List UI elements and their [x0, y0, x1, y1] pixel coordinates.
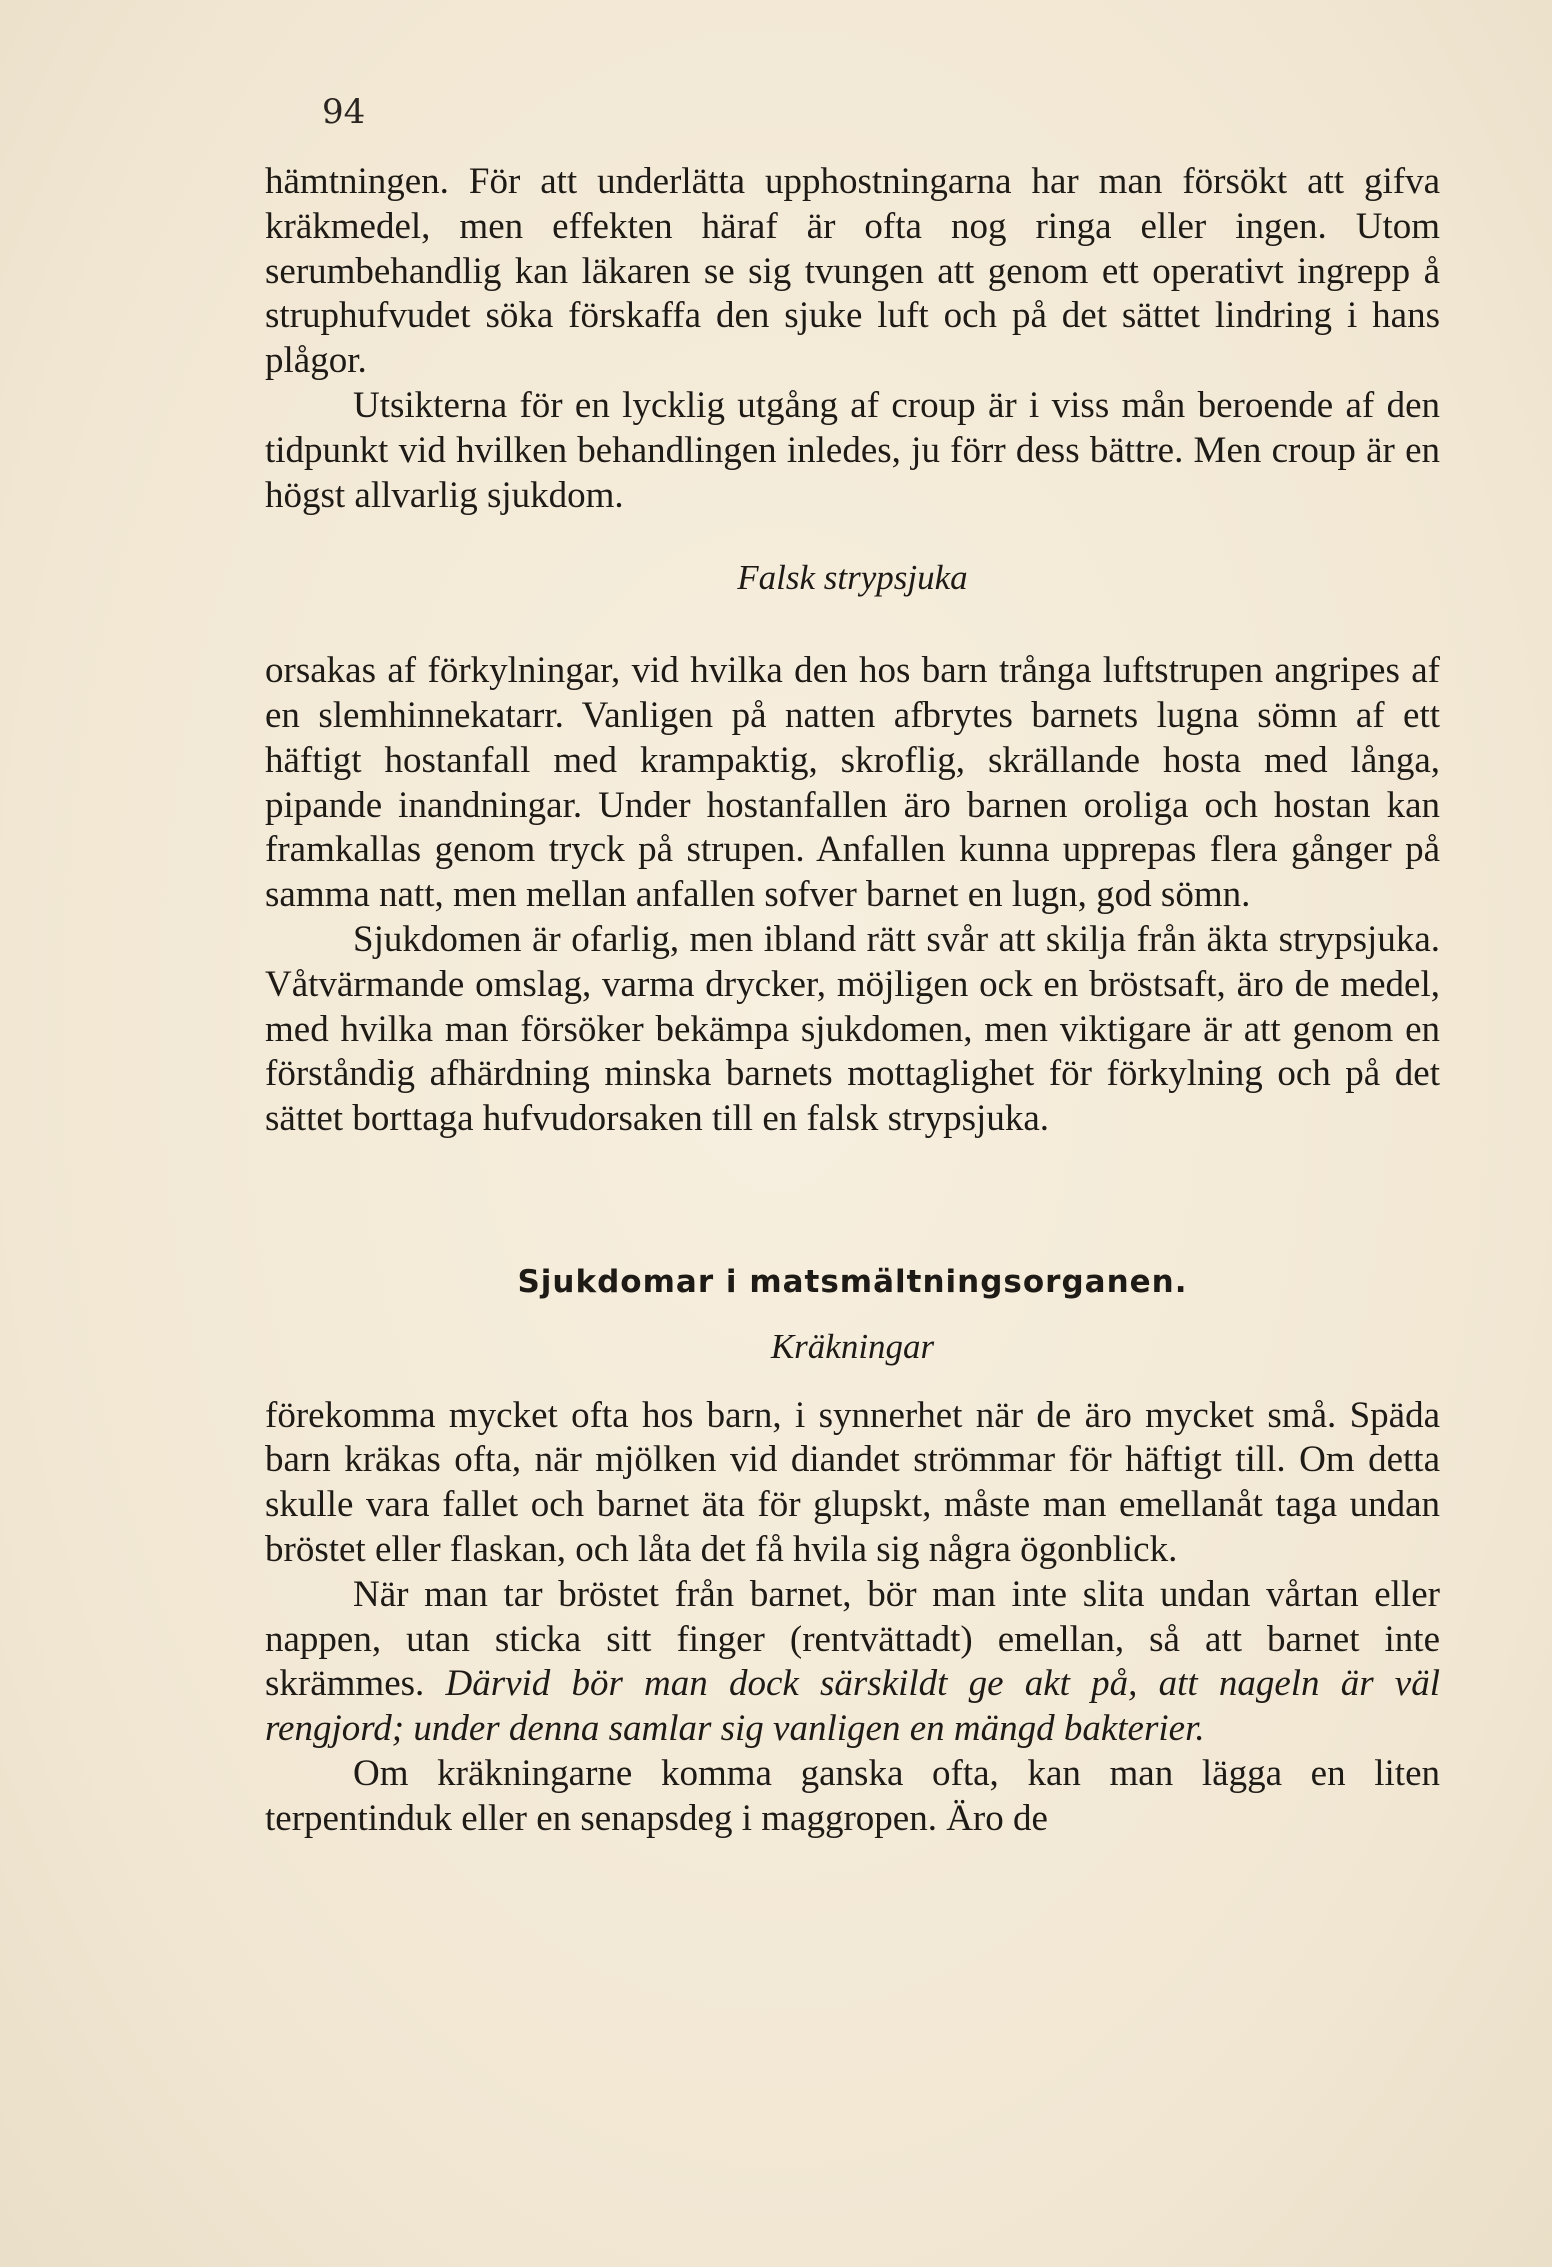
paragraph-false-croup-causes: orsakas af förkylningar, vid hvilka den hos barn trånga luftstrupen angripes af en slemhinnekatarr. Vanligen på natten afbrytes barnets lugna sömn af ett häftigt hostanfall med krampaktig, skroflig, skrällande hosta med långa, pipande inandningar. Under hostanfallen äro barnen oroliga och hostan kan framkallas genom tryck på strupen. Anfallen kunna upprepas flera gånger på samma natt, men mellan anfallen sofver barnet en lugn, god sömn. [265, 650, 1440, 916]
paragraph-false-croup-treatment: Sjukdomen är ofarlig, men ibland rätt svår att skilja från äkta strypsjuka. Våtvärmande omslag, varma drycker, möjligen ock en bröstsaft, äro de medel, med hvilka man försöker bekämpa sjukdomen, men viktigare är att genom en förståndig afhärdning minska barnets mottaglighet för förkylning och på det sättet borttaga hufvudorsaken till en falsk strypsjuka. [265, 918, 1440, 1140]
subheading-false-croup: Falsk strypsjuka [737, 558, 968, 598]
breast-removal-text: När man tar bröstet från barnet, bör man inte slita undan vårtan eller nappen, utan sticka sitt finger (rentvättadt) emellan, så att barnet inte skrämmes. [265, 1573, 1440, 1705]
paragraph-tracheotomy: hämtningen. För att underlätta upphostningarna har man försökt att gifva kräkmedel, men effekten häraf är ofta nog ringa eller ingen. Utom serumbehandlig kan läkaren se sig tvungen att genom ett operativt ingrepp å struphufvudet söka förskaffa den sjuke luft och på det sättet lindring i hans plågor. [265, 161, 1440, 382]
page-number: 94 [322, 92, 366, 132]
section-title-digestive: Sjukdomar i matsmältningsorganen. [517, 1263, 1188, 1300]
paragraph-frequent-vomiting: Om kräkningarne komma ganska ofta, kan man lägga en liten terpentinduk eller en senapsdeg i maggropen. Äro de [265, 1752, 1440, 1839]
breast-removal-italic-note: Därvid bör man dock särskildt ge akt på, att nageln är väl rengjord; under denna samlar sig vanligen en mängd bakterier. [265, 1663, 1440, 1750]
paragraph-breast-removal [265, 1573, 1440, 1752]
paragraph-croup-prognosis: Utsikterna för en lycklig utgång af croup är i viss mån beroende af den tidpunkt vid hvilken behandlingen inledes, ju förr dess bättre. Men croup är en högst allvarlig sjukdom. [265, 384, 1440, 516]
subheading-vomiting: Kräkningar [770, 1326, 935, 1366]
body-text [265, 160, 1440, 1842]
paragraph-vomiting-intro: förekomma mycket ofta hos barn, i synnerhet när de äro mycket små. Späda barn kräkas ofta, när mjölken vid diandet strömmar för häftigt till. Om detta skulle vara fallet och barnet äta för glupskt, måste man emellanåt taga undan bröstet eller flaskan, och låta det få hvila sig några ögonblick. [265, 1394, 1440, 1570]
